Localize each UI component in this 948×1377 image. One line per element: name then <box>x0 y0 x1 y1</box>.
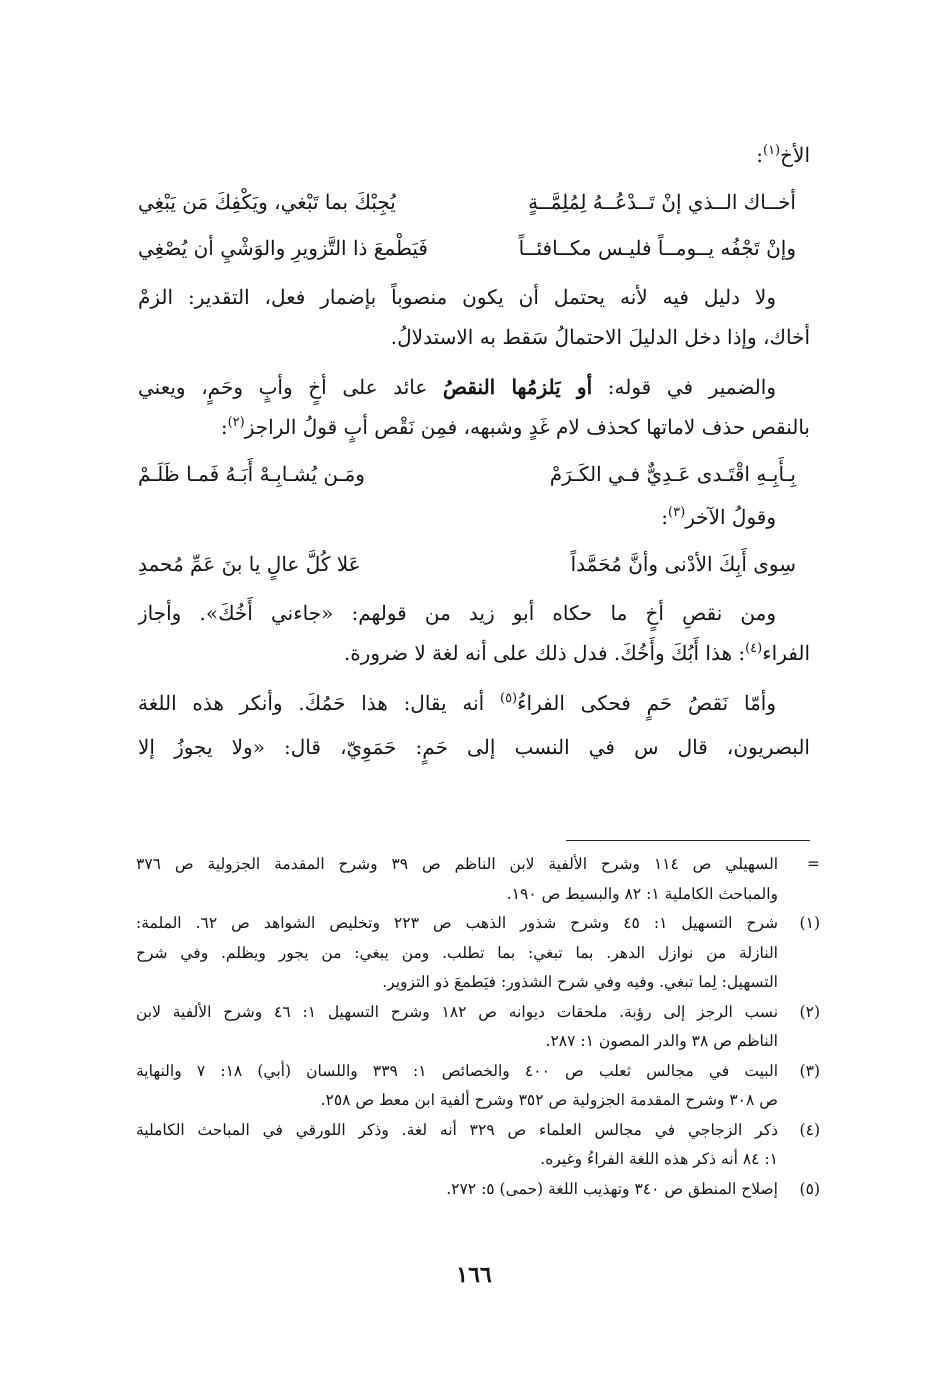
paragraph-4-line-1 <box>138 683 810 727</box>
hemistich-left: فَيَطْمعَ ذا التَّزويرِ والوَشْيِ أن يُصْغِي <box>138 236 428 260</box>
footnote <box>136 1175 820 1205</box>
footnote-text <box>136 909 778 998</box>
footnote-number: (٥) <box>799 1179 820 1198</box>
footnote-ref-2: (٢) <box>227 415 245 430</box>
hemistich-right: أخــاك الــذي إنْ تَــدْعُــهُ لِمُلِمَّــةٍ <box>528 190 796 214</box>
footnote-text <box>136 1057 778 1116</box>
footnote-number: = <box>807 855 820 873</box>
footnote-line: السهيلي ص ١١٤ وشرح الألفية لابن الناظم ص ٣٩ وشرح المقدمة الجزولية ص ٣٧٦ <box>136 855 778 873</box>
hemistich-left: ومَـن يُشـابِـهْ أَبَـهُ فَمـا ظَلَـمْ <box>138 462 365 486</box>
footnote-text <box>136 1116 778 1175</box>
opening-line <box>138 135 810 179</box>
page-number: ١٦٦ <box>456 1262 492 1288</box>
footnote-text <box>136 998 778 1057</box>
footnote <box>136 998 820 1057</box>
paragraph-1-line-2: أخاك، وإذا دخل الدليلَ الاحتمالُ سَقط به الاستدلالُ. <box>390 325 810 349</box>
verse-2 <box>138 451 810 497</box>
footnote-ref-4: (٤) <box>745 641 763 656</box>
paragraph-4-text-b: أنه يقال: هذا حَمُكَ. وأنكر هذه اللغة <box>138 691 500 715</box>
verse-1-line-1 <box>138 179 810 225</box>
opening-label: الأخ <box>780 143 810 167</box>
quoted-phrase: أو يَلزمُها النقصُ <box>442 375 593 399</box>
footnote-text <box>136 1175 778 1205</box>
opening-colon: : <box>756 143 763 167</box>
footnote-line: إصلاح المنطق ص ٣٤٠ وتهذيب اللغة (حمى) ٥: ٢٧٢. <box>446 1179 778 1198</box>
intro-3-colon: : <box>661 505 669 529</box>
paragraph-1-line-1: ولا دليل فيه لأنه يحتمل أن يكون منصوباً بإضمار فعل، التقدير: الزمْ <box>138 285 776 309</box>
paragraph-2-line-2 <box>138 407 810 451</box>
verse-1-line-2 <box>138 225 810 271</box>
footnote-line: والمباحث الكاملية ١: ٨٢ والبسيط ص ١٩٠. <box>506 884 778 903</box>
footnote <box>136 1057 820 1116</box>
intro-line-3 <box>138 497 810 541</box>
footnote-number: (١) <box>799 914 820 932</box>
footnote-number: (٢) <box>799 1002 820 1021</box>
paragraph-2-line-1 <box>138 367 810 407</box>
footnote-text <box>136 850 778 909</box>
paragraph-3-line-1: ومن نقصِ أخٍ ما حكاه أبو زيد من قولهم: «جاءني أَخُكَ». وأجاز <box>138 601 776 625</box>
footnote-rule <box>566 840 810 841</box>
intro-3-text: وقولُ الآخر <box>685 505 776 529</box>
hemistich-right: وإنْ تَجْفُه يــومــاً فليـس مكــافئــاً <box>518 236 796 260</box>
paragraph-3-text-a: الفراء <box>762 641 810 665</box>
footnote-number: (٣) <box>799 1061 820 1080</box>
footnote-line: الناظم ص ٣٨ والدر المصون ١: ٢٨٧. <box>545 1032 778 1050</box>
footnote-ref-1: (١) <box>762 143 781 158</box>
paragraph-2-text-a: والضمير في قوله: <box>592 375 776 399</box>
footnote-line: التسهيل: لِما تبغي. وفيه وفي شرح الشذور: فيَطمعَ ذو التزوير. <box>382 973 778 991</box>
paragraph-4-text-a: وأمّا نَقصُ حَمٍ فحكى الفراءُ <box>517 691 776 715</box>
footnote-line: البيت في مجالس ثعلب ص ٤٠٠ والخصائص ١: ٣٣٩ واللسان (أبي) ١٨: ٧ والنهاية <box>136 1061 778 1080</box>
paragraph-2-colon: : <box>220 415 228 439</box>
footnote-line: ص ٣٠٨ وشرح المقدمة الجزولية ص ٣٥٢ وشرح ألفية ابن معط ص ٢٥٨. <box>320 1091 778 1109</box>
hemistich-right: سِوى أَبِكَ الأدْنى وأنَّ مُحَمَّداً <box>570 552 796 576</box>
paragraph-3-text-b: : هذا أَبُكَ وأَخُكَ. فدل ذلك على أنه لغة لا ضرورة. <box>343 641 746 665</box>
footnote-line: ذكر الزجاجي في مجالس العلماء ص ٣٢٩ أنه لغة. وذكر اللورقي في المباحث الكاملية <box>136 1120 778 1139</box>
footnote-ref-5: (٥) <box>499 691 518 706</box>
paragraph-2-text-c: بالنقص حذف لاماتها كحذف لام غَدٍ وشبهه، فمِن نَقْص أبٍ قولُ الراجز <box>244 415 810 439</box>
paragraph-4-line-2: البصريون، قال س في النسب إلى حَمٍ: حَمَوِيّ، قال: «ولا يجوزُ إلا <box>138 735 810 759</box>
verse-3 <box>138 541 810 587</box>
footnote-ref-3: (٣) <box>668 505 686 520</box>
hemistich-left: يُجِبْكَ بما تَبْغي، ويَكْفِكَ مَن يَبْغِي <box>138 190 396 214</box>
footnote <box>136 1116 820 1175</box>
paragraph-2-text-b: عائد على أخٍ وأبٍ وحَمٍ، ويعني <box>138 375 443 399</box>
footnote-line: شرح التسهيل ١: ٤٥ وشرح شذور الذهب ص ٢٢٣ وتخليص الشواهد ص ٦٢. الملمة: <box>136 914 778 932</box>
footnote-list <box>136 850 820 1204</box>
footnote-line: النازلة من نوازل الدهر. بما تبغي: بما تطلب. ومن يبغي: من يجور ويظلم. وفي شرح <box>136 943 778 962</box>
footnote-line: نسب الرجز إلى رؤبة. ملحقات ديوانه ص ١٨٢ وشرح التسهيل ١: ٤٦ وشرح الألفية لابن <box>136 1002 778 1021</box>
footnote-line: ١: ٨٤ أنه ذكر هذه اللغة الفراءُ وغيره. <box>540 1150 778 1168</box>
footnote <box>136 850 820 909</box>
hemistich-left: عَلا كُلَّ عالٍ يا بنَ عَمِّ مُحمدِ <box>138 552 361 576</box>
paragraph-3-line-2 <box>138 633 810 677</box>
footnote <box>136 909 820 998</box>
footnote-number: (٤) <box>799 1120 820 1139</box>
main-text <box>138 135 810 767</box>
hemistich-right: بِـأَبِـهِ اقْتَـدى عَـدِيٌّ فـي الكَـرَمْ <box>549 462 796 486</box>
